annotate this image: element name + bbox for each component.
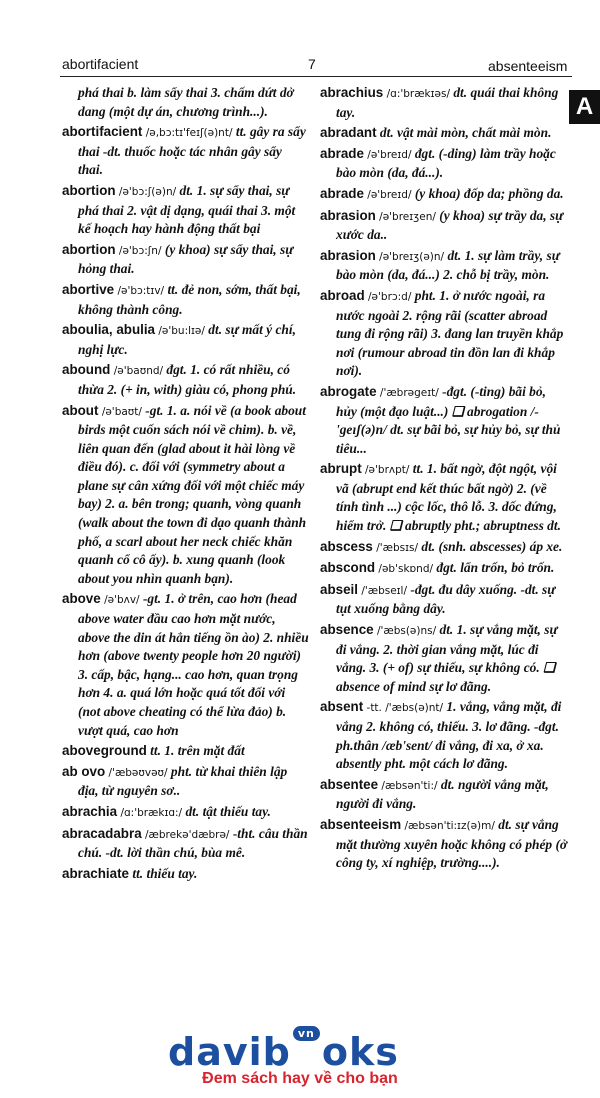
right-running-headword: absenteeism bbox=[488, 58, 568, 74]
entry-pronunciation: /æbsən'ti:ɪz(ə)m/ bbox=[404, 819, 495, 832]
entry-definition: đgt. (-ding) làm trầy hoặc bào mòn (da, đá...). bbox=[336, 145, 556, 181]
entry-definition: 1. vắng, vắng mặt, đi vắng 2. không có, thiếu. 3. lơ đãng. -đgt. ph.thân /æb'sent/ đi vắng, đi xa, ở xa. absently pht. một cách lơ đãng. bbox=[336, 699, 562, 772]
entry-definition: dt. quái thai không tay. bbox=[336, 85, 559, 120]
entry-pronunciation: /ɑ:'brækɪəs/ bbox=[386, 88, 450, 100]
entry-headword: aboulia, abulia bbox=[62, 322, 156, 338]
entry-definition: đgt. 1. có rất nhiều, có thừa 2. (+ in, with) giàu có, phong phú. bbox=[78, 362, 297, 397]
entry-definition: -đgt. (-ting) bãi bỏ, hủy (một đạo luật...) ❑ abrogation /-'geɪʃ(ə)n/ dt. sự bãi bỏ, sự hủy bỏ, sự thủ tiêu... bbox=[336, 383, 561, 456]
logo-text-right: oks bbox=[321, 1030, 399, 1074]
entry-headword: abrasion bbox=[320, 207, 376, 223]
entry-headword: abscess bbox=[320, 538, 373, 554]
entry-pronunciation: /'æbseɪl/ bbox=[361, 584, 408, 597]
entry-headword: abscond bbox=[320, 560, 376, 576]
entry-headword: abseil bbox=[320, 581, 358, 597]
dictionary-entry bbox=[62, 281, 310, 319]
dictionary-entry bbox=[320, 84, 568, 122]
entry-headword: abortifacient bbox=[62, 124, 143, 140]
entry-headword: absence bbox=[320, 622, 374, 638]
entry-pronunciation: /ə'breɪd/ bbox=[367, 148, 412, 161]
entry-definition: dt. 1. sự sẩy thai, sự phá thai 2. vật dị dạng, quái thai 3. một kế hoạch hay hành động thất bại bbox=[78, 182, 296, 237]
dictionary-entry bbox=[320, 538, 568, 558]
entry-definition: dt. vật mài mòn, chất mài mòn. bbox=[379, 125, 552, 141]
entry-pronunciation: /ə'breɪʒen/ bbox=[379, 210, 436, 223]
entry-headword: abrasion bbox=[320, 247, 376, 263]
dictionary-entry bbox=[62, 361, 310, 399]
entry-definition: tt. 1. bất ngờ, đột ngột, vội vã (abrupt end kết thúc bất ngờ) 2. (về tính tình ...) cộc lốc, thô lỗ. 3. dốc đứng, hiểm trở. ❑ abruptly pht.; abruptness dt. bbox=[336, 461, 561, 534]
entry-pronunciation: /'æbsɪs/ bbox=[376, 541, 419, 554]
entry-definition: đgt. lẩn trốn, bỏ trốn. bbox=[436, 560, 555, 576]
entry-definition: pht. 1. ở nước ngoài, ra nước ngoài 2. rộng rãi (scatter abroad tung đi rộng rãi) 3. đang lan truyền khắp nơi (rumour abroad tin đồn lan đi khắp nơi). bbox=[336, 287, 564, 379]
entry-definition: (y khoa) đốp da; phồng da. bbox=[414, 185, 564, 201]
entry-headword: abound bbox=[62, 362, 111, 378]
entry-headword: absenteeism bbox=[320, 816, 402, 832]
letter-tab: A bbox=[569, 90, 600, 124]
entry-definition: (y khoa) sự sẩy thai, sự hỏng thai. bbox=[78, 241, 294, 277]
entry-definition: tt. thiếu tay. bbox=[132, 865, 198, 881]
entry-pronunciation: /ə'breɪd/ bbox=[367, 188, 412, 201]
entry-pronunciation: /ə'bʌv/ bbox=[104, 594, 140, 607]
entry-pronunciation: /'æbs(ə)ns/ bbox=[376, 625, 437, 638]
dictionary-entry bbox=[62, 742, 310, 761]
slogan: Đem sách hay về cho bạn bbox=[202, 1070, 398, 1087]
entry-headword: ab ovo bbox=[62, 763, 106, 779]
entry-definition: -gt. 1. ở trên, cao hơn (head above water đầu cao hơn mặt nước, above the din át hẳn tiếng ồn ào) 2. nhiều hơn (above twenty people hơn 20 người) 3. cấp, bậc, hạng... cao hơn, quan trọng hơn 4. a. quá lớn hoặc quá tốt đối với (not above cheating có thể lừa đảo) b. vượt quá, cao hơn bbox=[78, 591, 309, 738]
entry-definition: dt. tật thiếu tay. bbox=[185, 803, 271, 819]
entry-pronunciation: /ə'bɔ:ʃ(ə)n/ bbox=[118, 185, 177, 198]
logo-badge: vn bbox=[293, 1026, 320, 1041]
dictionary-entry bbox=[320, 581, 568, 619]
entry-definition: -tht. câu thần chú. -dt. lời thần chú, bùa mê. bbox=[78, 825, 308, 861]
right-column bbox=[320, 84, 568, 875]
entry-headword: abradant bbox=[320, 125, 377, 141]
entry-pronunciation: /æbsən'ti:/ bbox=[381, 779, 438, 792]
entry-definition: -gt. 1. a. nói về (a book about birds một cuốn sách nói về chim). b. về, liên quan đến (glad about it hài lòng về điều đó). c. đối với (symmetry about a plane sự cân xứng đối với một chiếc máy bay) 2. a. bên trong; quanh, vòng quanh (walk about the town đi dạo quanh thành phố, a scarl about her neck chiếc khăn quanh cổ cô ấy). b. xung quanh (look about you nhìn quanh bạn). bbox=[78, 402, 307, 586]
entry-pronunciation: -tt. /'æbs(ə)nt/ bbox=[366, 702, 444, 715]
dictionary-entry bbox=[320, 776, 568, 814]
entry-pronunciation: /'æbrəgeɪt/ bbox=[379, 386, 439, 399]
dictionary-entry bbox=[320, 621, 568, 696]
entry-pronunciation: /ə'brɔ:d/ bbox=[368, 290, 412, 303]
entry-definition: dt. 1. sự làm trầy, sự bào mòn (da, đá...) 2. chỗ bị trầy, mòn. bbox=[336, 247, 560, 283]
dictionary-entry bbox=[320, 145, 568, 183]
page-header bbox=[0, 0, 600, 80]
dictionary-entry bbox=[320, 559, 568, 579]
dictionary-entry bbox=[62, 763, 310, 801]
entry-headword: about bbox=[62, 402, 99, 418]
dictionary-entry bbox=[320, 207, 568, 245]
dictionary-entry bbox=[320, 460, 568, 535]
dictionary-entry bbox=[62, 321, 310, 359]
entry-pronunciation: /ə'bɔ:tɪv/ bbox=[117, 284, 165, 297]
entry-pronunciation: /æbrekə'dæbrə/ bbox=[145, 828, 230, 841]
entry-pronunciation: /ə'baʊnd/ bbox=[113, 365, 164, 378]
entry-pronunciation: /'æbəʊvəʊ/ bbox=[108, 766, 168, 779]
dictionary-entry bbox=[62, 590, 310, 740]
logo-text-left: davib bbox=[168, 1030, 291, 1074]
entry-headword: abrade bbox=[320, 145, 364, 161]
davibooks-logo bbox=[168, 1027, 399, 1074]
entry-headword: abortion bbox=[62, 182, 116, 198]
dictionary-entry bbox=[320, 185, 568, 205]
dictionary-entry bbox=[62, 825, 310, 863]
left-running-headword: abortifacient bbox=[62, 56, 139, 72]
dictionary-entry bbox=[320, 124, 568, 143]
header-rule bbox=[60, 76, 572, 77]
entry-definition: -đgt. đu dây xuống. -dt. sự tụt xuống bằng dây. bbox=[336, 581, 556, 617]
entry-headword: abrachiate bbox=[62, 865, 129, 881]
left-column bbox=[62, 84, 310, 885]
entry-pronunciation: /ə'bu:lɪə/ bbox=[158, 325, 205, 338]
entry-definition: tt. gây ra sẩy thai -dt. thuốc hoặc tác nhân gây sẩy thai. bbox=[78, 124, 306, 178]
entry-definition: dt. sự mất ý chí, nghị lực. bbox=[78, 322, 296, 357]
entry-definition: pht. từ khai thiên lập địa, từ nguyên sơ.. bbox=[78, 763, 288, 799]
dictionary-entry bbox=[320, 247, 568, 285]
entry-headword: abroad bbox=[320, 287, 365, 303]
dictionary-entry bbox=[320, 698, 568, 773]
entry-headword: abrachius bbox=[320, 85, 384, 100]
entry-pronunciation: /ə'baʊt/ bbox=[101, 405, 142, 418]
entry-headword: abrogate bbox=[320, 383, 377, 399]
dictionary-entry bbox=[320, 816, 568, 873]
entry-definition: dt. người vắng mặt, người đi vắng. bbox=[336, 776, 549, 812]
dictionary-entry bbox=[62, 402, 310, 589]
dictionary-entry bbox=[320, 287, 568, 381]
entry-definition: tt. 1. trên mặt đất bbox=[150, 743, 245, 759]
entry-pronunciation: /ə,bɔ:tɪ'feɪʃ(ə)nt/ bbox=[145, 127, 233, 140]
entry-headword: abortion bbox=[62, 241, 116, 257]
dictionary-entry bbox=[62, 803, 310, 823]
entry-pronunciation: /ɑ:'brækɪɑ:/ bbox=[120, 806, 183, 819]
entry-headword: aboveground bbox=[62, 743, 147, 759]
entry-headword: above bbox=[62, 591, 101, 607]
entry-definition: tt. đẻ non, sớm, thất bại, không thành công. bbox=[78, 281, 301, 317]
entry-definition: phá thai b. làm sẩy thai 3. chấm dứt dở dang (một dự án, chương trình...). bbox=[78, 85, 294, 119]
dictionary-entry bbox=[62, 123, 310, 180]
watermark-footer bbox=[0, 1027, 600, 1098]
entry-headword: abrachia bbox=[62, 803, 118, 819]
entry-definition: dt. sự vắng mặt thường xuyên hoặc không có phép (ở công ty, xí nghiệp, trường....). bbox=[336, 816, 568, 871]
entry-pronunciation: /ə'bɔ:ʃn/ bbox=[118, 244, 162, 257]
entry-pronunciation: /ə'breɪʒ(ə)n/ bbox=[379, 250, 445, 263]
entry-definition: dt. 1. sự vắng mặt, sự đi vắng. 2. thời gian vắng mặt, lúc đi vắng. 3. (+ of) sự thiếu, sự không có. ❑ absence of mind sự lơ đãng. bbox=[336, 622, 558, 694]
entry-headword: abrade bbox=[320, 185, 364, 201]
dictionary-entry bbox=[62, 182, 310, 239]
page-number: 7 bbox=[308, 56, 316, 72]
entry-headword: absentee bbox=[320, 776, 379, 792]
entry-headword: abracadabra bbox=[62, 825, 142, 841]
entry-headword: abrupt bbox=[320, 461, 362, 477]
entry-definition: dt. (snh. abscesses) áp xe. bbox=[421, 538, 563, 554]
dictionary-entry bbox=[62, 84, 310, 121]
dictionary-entry bbox=[62, 241, 310, 279]
entry-pronunciation: /əb'skɒnd/ bbox=[378, 563, 434, 576]
dictionary-entry bbox=[320, 383, 568, 458]
dictionary-entry bbox=[62, 865, 310, 884]
entry-pronunciation: /ə'brʌpt/ bbox=[365, 464, 410, 477]
entry-headword: absent bbox=[320, 699, 364, 715]
entry-definition: (y khoa) sự trầy da, sự xước da.. bbox=[336, 207, 564, 243]
entry-headword: abortive bbox=[62, 281, 115, 297]
